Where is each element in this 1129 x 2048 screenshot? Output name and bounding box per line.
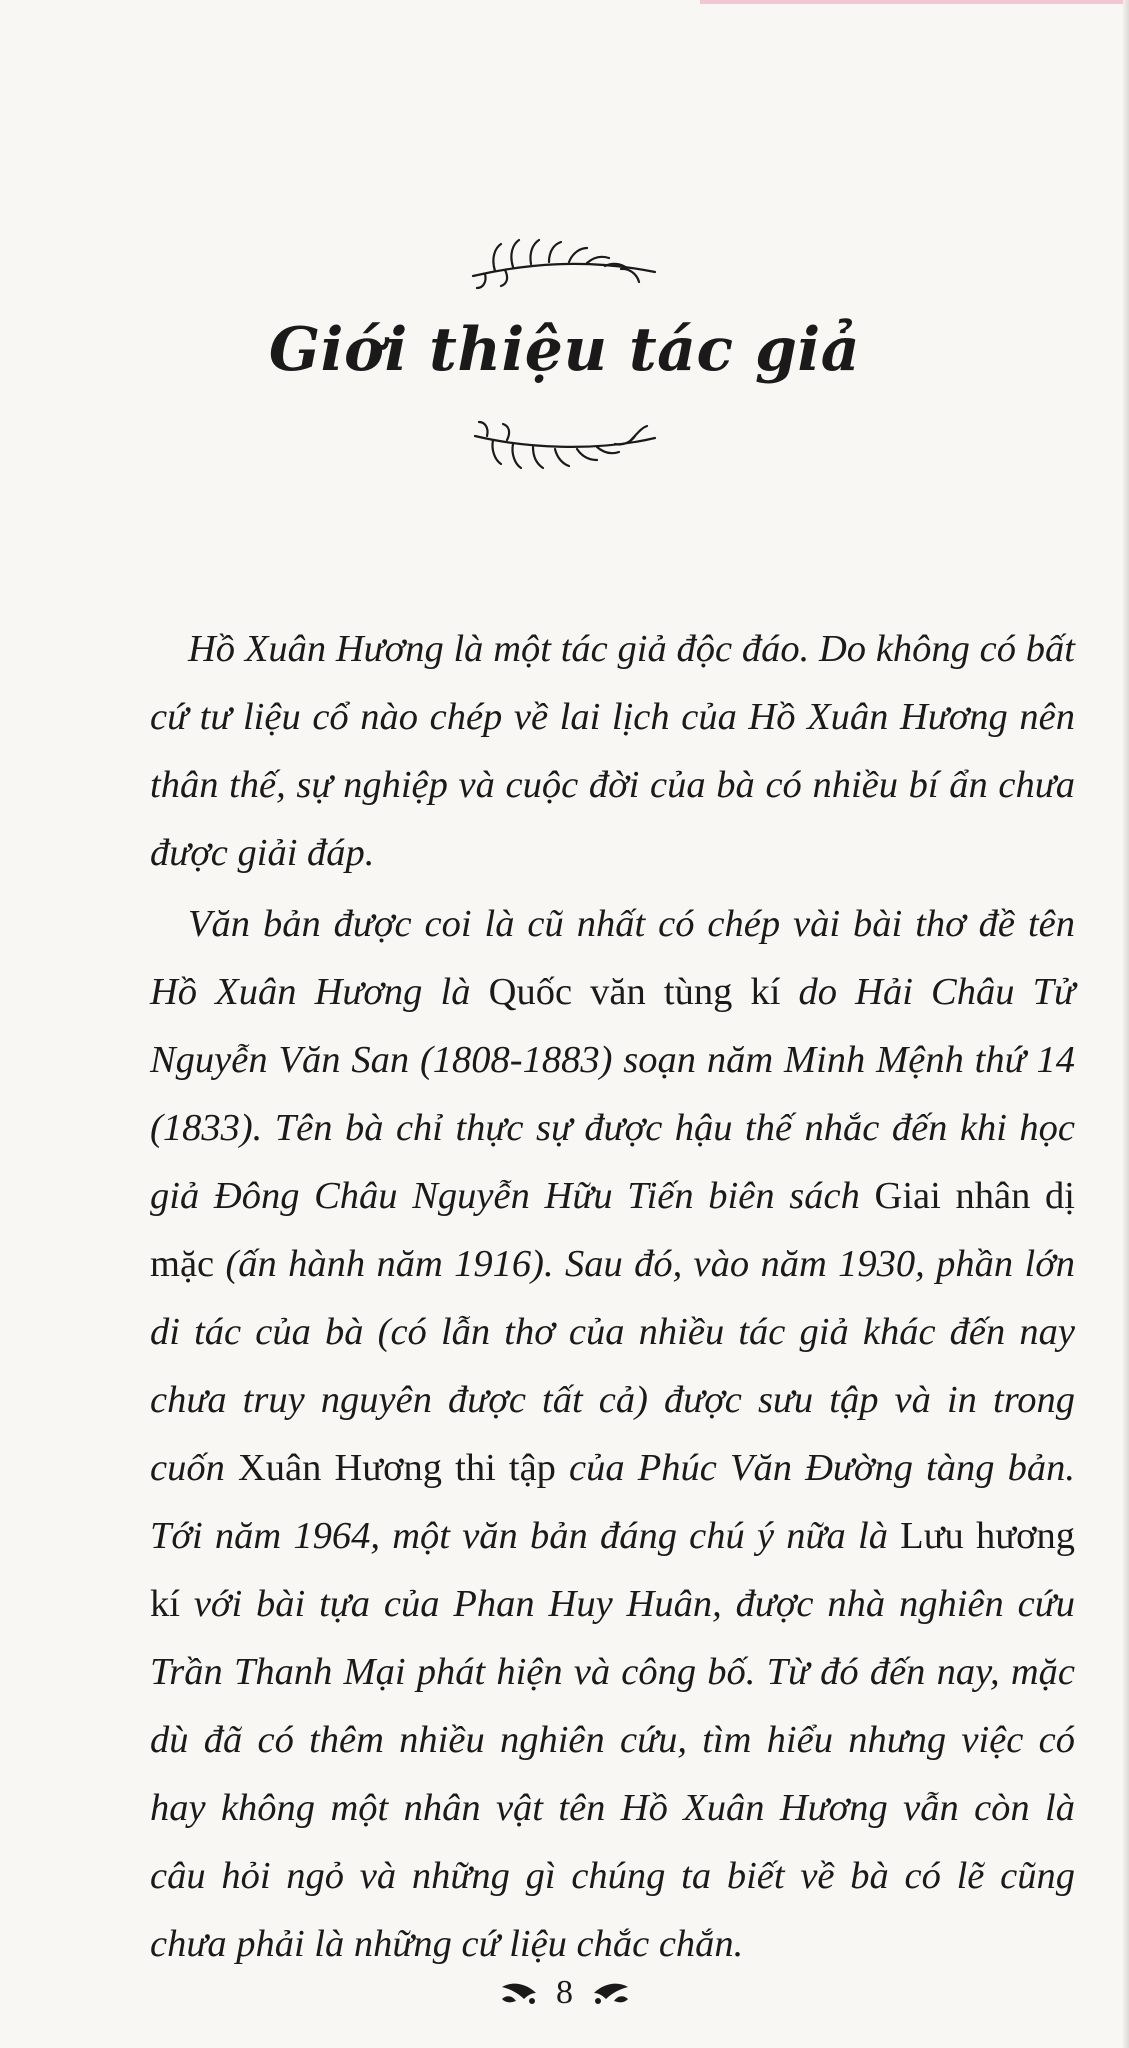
page-edge-top [700,0,1129,4]
page-edge-right [1123,0,1129,2048]
book-title-text: Lưu hương kí [150,1515,1075,1625]
paragraph [150,615,1075,887]
bottom-ornament [0,418,1129,476]
paragraph-text: với bài tựa của Phan Huy Huân, được nhà nghiên cứu Trần Thanh Mại phát hiện và công bố. Từ đó đến nay, mặc dù đã có thêm nhiều nghiên cứu, tìm hiểu nhưng việc có hay không một nhân vật tên Hồ Xuân Hương vẫn còn là câu hỏi ngỏ và những gì chúng ta biết về bà có lẽ cũng chưa phải là những cứ liệu chắc chắn. [150,1583,1075,1965]
page-footer [0,1974,1129,2012]
paragraph-text: (ấn hành năm 1916). Sau đó, vào năm 1930, phần lớn di tác của bà (có lẫn thơ của nhiều tác giả khác đến nay chưa truy nguyên được tất cả) được sưu tập và in trong cuốn [150,1243,1075,1489]
paragraph [150,890,1075,1978]
leaf-flourish-icon [496,1977,540,2007]
paragraph-text: Hồ Xuân Hương là một tác giả độc đáo. Do không có bất cứ tư liệu cổ nào chép về lai lịch của Hồ Xuân Hương nên thân thế, sự nghiệp và cuộc đời của bà có nhiều bí ẩn chưa được giải đáp. [150,628,1075,874]
top-ornament [0,236,1129,294]
page-title: Giới thiệu tác giả [268,315,861,385]
paragraph-text: Văn bản được coi là cũ nhất có chép vài bài thơ đề tên Hồ Xuân Hương là [150,903,1075,1013]
page-number: 8 [556,1974,573,2011]
leaf-flourish-icon [590,1977,634,2007]
body-text [150,615,1075,1981]
book-title-text: Xuân Hương thi tập [237,1447,556,1489]
book-title-text: Quốc văn tùng kí [488,971,781,1013]
book-title-text: Giai nhân dị mặc [150,1175,1075,1285]
paragraph-text: do Hải Châu Tử Nguyễn Văn San (1808-1883) soạn năm Minh Mệnh thứ 14 (1833). Tên bà chỉ thực sự được hậu thế nhắc đến khi học giả Đông Châu Nguyễn Hữu Tiến biên sách [150,971,1076,1217]
laurel-branch-icon [465,236,665,290]
paragraph-text: của Phúc Văn Đường tàng bản. Tới năm 1964, một văn bản đáng chú ý nữa là [150,1447,1075,1557]
laurel-branch-icon [465,418,665,472]
